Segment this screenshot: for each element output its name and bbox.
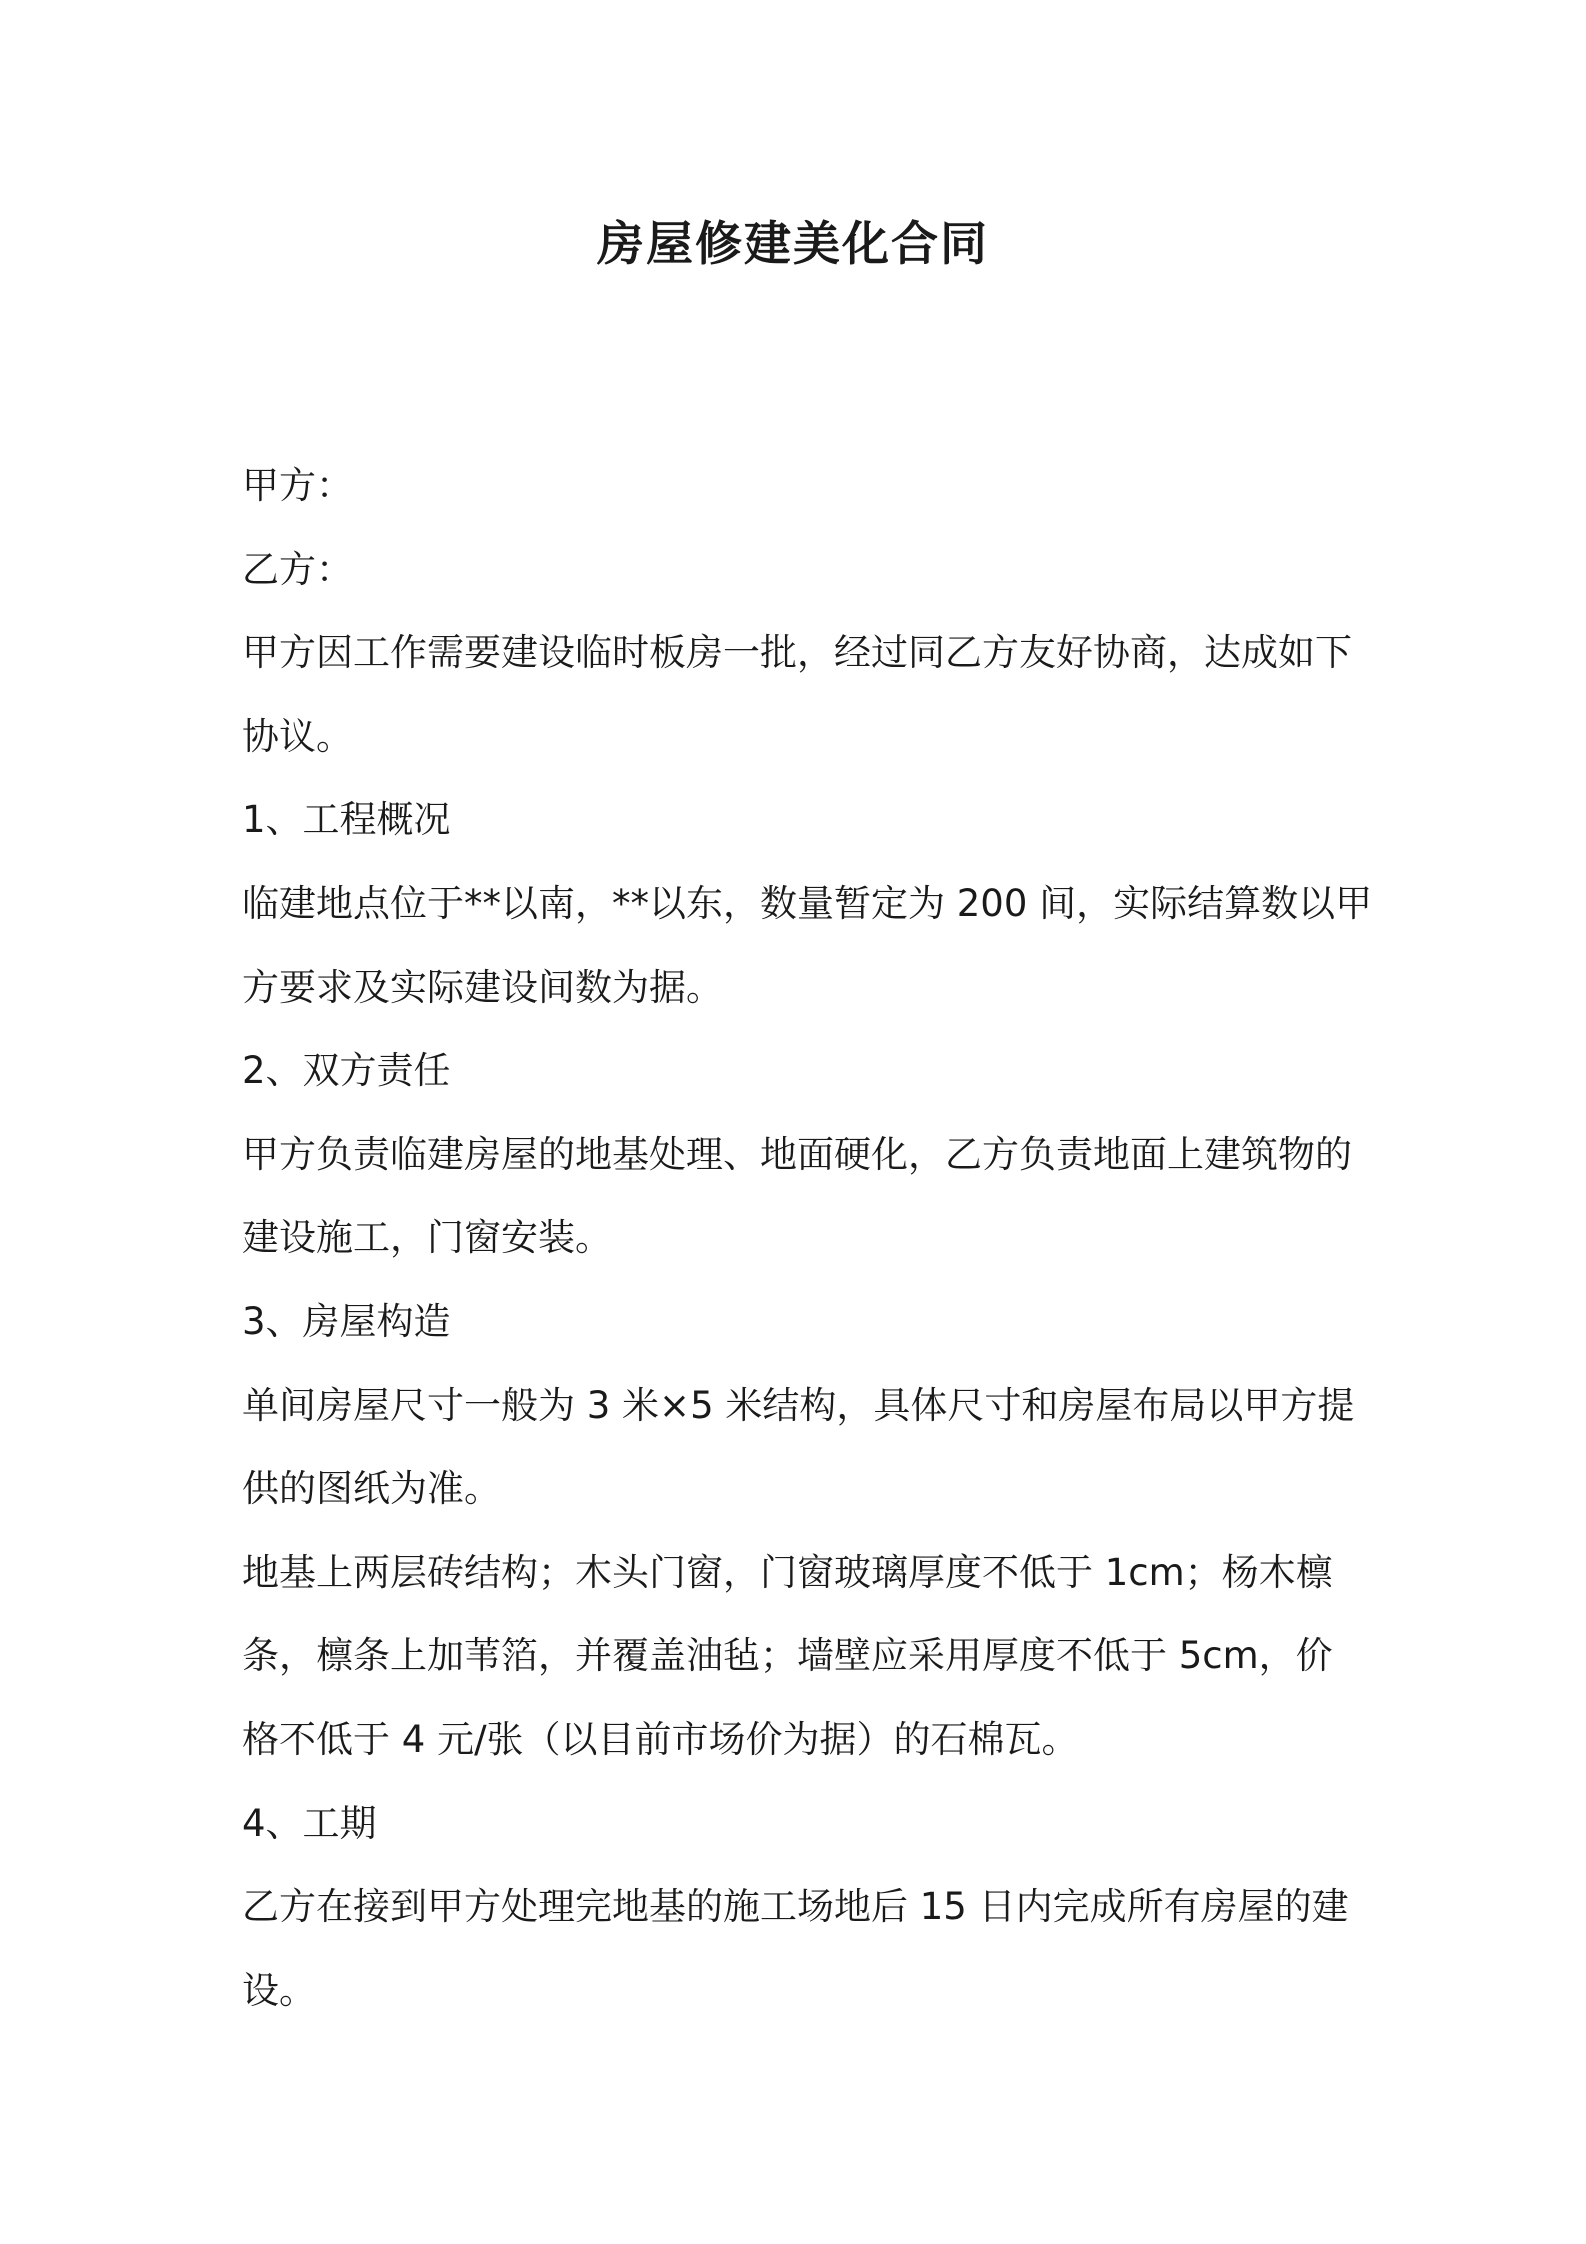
document-body bbox=[242, 444, 1373, 2032]
responsibilities-line-2: 建设施工，门窗安装。 bbox=[242, 1216, 612, 1260]
section-heading-schedule: 4、工期 bbox=[242, 1801, 377, 1845]
overview-line-1: 临建地点位于**以南，**以东，数量暂定为 200 间，实际结算数以甲 bbox=[242, 881, 1373, 925]
structure-line-3: 地基上两层砖结构；木头门窗，门窗玻璃厚度不低于 1cm；杨木檩 bbox=[242, 1550, 1333, 1594]
preamble-line-2: 协议。 bbox=[242, 714, 353, 758]
preamble-line-1: 甲方因工作需要建设临时板房一批，经过同乙方友好协商，达成如下 bbox=[242, 631, 1352, 675]
party-b-line: 乙方： bbox=[242, 547, 353, 591]
structure-line-5: 格不低于 4 元/张（以目前市场价为据）的石棉瓦。 bbox=[242, 1717, 1079, 1761]
structure-line-2: 供的图纸为准。 bbox=[242, 1467, 501, 1511]
party-a-line: 甲方： bbox=[242, 464, 353, 507]
schedule-line-1: 乙方在接到甲方处理完地基的施工场地后 15 日内完成所有房屋的建 bbox=[242, 1885, 1349, 1929]
section-heading-structure: 3、房屋构造 bbox=[242, 1299, 451, 1343]
structure-line-4: 条，檩条上加苇箔，并覆盖油毡；墙壁应采用厚度不低于 5cm，价 bbox=[242, 1634, 1333, 1678]
document-title: 房屋修建美化合同 bbox=[597, 217, 989, 272]
responsibilities-line-1: 甲方负责临建房屋的地基处理、地面硬化，乙方负责地面上建筑物的 bbox=[242, 1132, 1352, 1176]
overview-line-2: 方要求及实际建设间数为据。 bbox=[242, 965, 723, 1009]
schedule-line-2: 设。 bbox=[242, 1968, 316, 2012]
section-heading-responsibilities: 2、双方责任 bbox=[242, 1049, 451, 1093]
structure-line-1: 单间房屋尺寸一般为 3 米×5 米结构，具体尺寸和房屋布局以甲方提 bbox=[242, 1383, 1355, 1427]
section-heading-overview: 1、工程概况 bbox=[242, 798, 451, 842]
